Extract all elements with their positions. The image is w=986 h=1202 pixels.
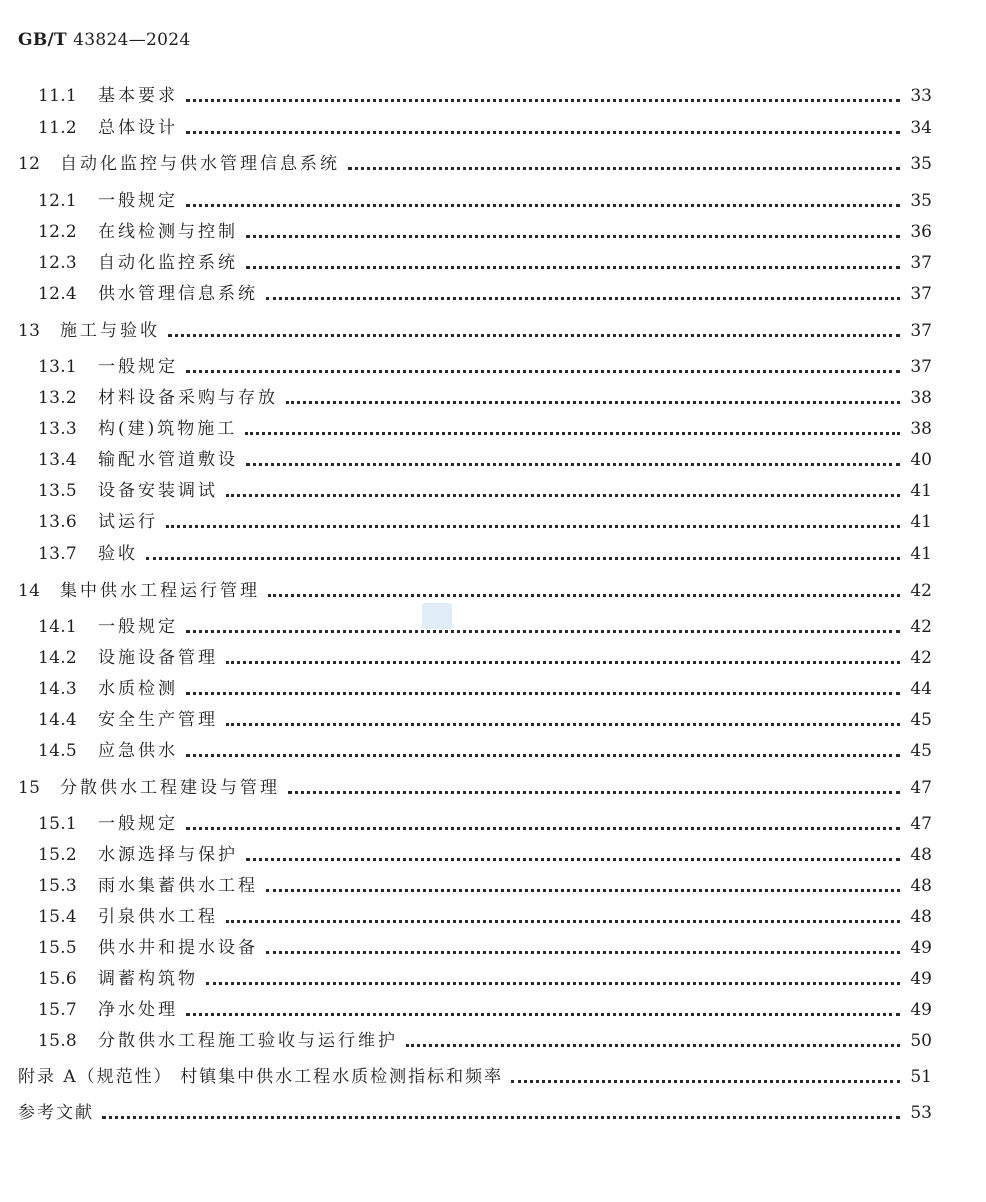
- dot-leader: [186, 630, 900, 633]
- dot-leader: [146, 557, 900, 560]
- toc-entry-title: 试运行: [98, 512, 158, 532]
- dot-leader: [226, 723, 900, 726]
- toc-entry-page: 47: [910, 814, 932, 834]
- toc-entry-label: [38, 738, 178, 764]
- toc-entry-page: 50: [910, 1031, 932, 1051]
- toc-entry-page: 40: [910, 450, 932, 470]
- toc-entry-title: 应急供水: [98, 741, 178, 761]
- toc-entry-title: 一般规定: [98, 814, 178, 834]
- toc-entry[interactable]: [18, 1064, 932, 1090]
- toc-entry-number: 12.4: [38, 284, 78, 304]
- dot-leader: [246, 463, 900, 466]
- toc-entry-page: 48: [910, 845, 932, 865]
- toc-entry-title: 一般规定: [98, 191, 178, 211]
- toc-entry-number: 13.2: [38, 388, 78, 408]
- toc-entry-label: [38, 354, 178, 380]
- toc-entry-page: 48: [910, 907, 932, 927]
- dot-leader: [102, 1116, 900, 1119]
- toc-entry-title: 设备安装调试: [98, 481, 218, 501]
- toc-entry-label: [38, 935, 258, 961]
- dot-leader: [226, 661, 900, 664]
- toc-entry-page: 41: [910, 512, 932, 532]
- dot-leader: [268, 594, 900, 597]
- toc-entry[interactable]: [38, 614, 932, 640]
- toc-entry-label: [38, 478, 218, 504]
- toc-entry-number: 15.3: [38, 876, 78, 896]
- toc-entry-label: [38, 83, 178, 109]
- dot-leader: [226, 920, 900, 923]
- dot-leader: [246, 858, 900, 861]
- standard-number: 43824—2024: [73, 30, 191, 50]
- toc-entry[interactable]: [38, 707, 932, 733]
- toc-entry-label: [38, 904, 218, 930]
- toc-entry-title: 分散供水工程建设与管理: [60, 778, 280, 798]
- toc-entry[interactable]: [38, 509, 932, 535]
- dot-leader: [166, 525, 900, 528]
- toc-entry-number: 13.7: [38, 544, 78, 564]
- toc-entry-number: 11.1: [38, 86, 78, 106]
- toc-entry-page: 48: [910, 876, 932, 896]
- toc-entry-label: [38, 541, 138, 567]
- standard-prefix: GB/T: [18, 30, 67, 50]
- toc-entry-label: [18, 775, 280, 801]
- toc-entry-page: 37: [910, 253, 932, 273]
- toc-entry-label: [38, 645, 218, 671]
- toc-entry[interactable]: [18, 775, 932, 801]
- toc-entry-label: [38, 281, 258, 307]
- toc-entry-label: [38, 509, 158, 535]
- toc-entry[interactable]: [18, 318, 932, 344]
- toc-entry-label: [18, 1100, 94, 1126]
- toc-entry-title: 总体设计: [98, 118, 178, 138]
- toc-entry-number: 11.2: [38, 118, 78, 138]
- toc-entry[interactable]: [38, 541, 932, 567]
- toc-entry-number: 14.5: [38, 741, 78, 761]
- toc-entry-page: 41: [910, 481, 932, 501]
- toc-entry-label: [38, 614, 178, 640]
- dot-leader: [186, 204, 900, 207]
- toc-entry-number: 14.4: [38, 710, 78, 730]
- dot-leader: [206, 982, 900, 985]
- toc-entry-page: 37: [910, 284, 932, 304]
- toc-entry-page: 35: [910, 154, 932, 174]
- toc-entry-number: 12.3: [38, 253, 78, 273]
- toc-entry[interactable]: [38, 904, 932, 930]
- toc-entry[interactable]: [38, 281, 932, 307]
- toc-entry-page: 35: [910, 191, 932, 211]
- toc-entry-label: [18, 1064, 503, 1090]
- toc-entry[interactable]: [38, 416, 932, 442]
- toc-entry-title: 调蓄构筑物: [98, 969, 198, 989]
- toc-entry-page: 37: [910, 321, 932, 341]
- toc-entry-title: 集中供水工程运行管理: [60, 581, 260, 601]
- toc-entry-title: 一般规定: [98, 357, 178, 377]
- toc-entry-number: 13.4: [38, 450, 78, 470]
- dot-leader: [286, 401, 900, 404]
- toc-entry-title: 附录 A（规范性） 村镇集中供水工程水质检测指标和频率: [18, 1067, 504, 1087]
- toc-entry-label: [38, 1028, 398, 1054]
- toc-entry-page: 41: [910, 544, 932, 564]
- toc-entry[interactable]: [38, 738, 932, 764]
- toc-entry-number: 12.2: [38, 222, 78, 242]
- toc-entry-page: 47: [910, 778, 932, 798]
- toc-entry-title: 供水井和提水设备: [98, 938, 258, 958]
- toc-entry-label: [18, 151, 340, 177]
- toc-entry-label: [38, 416, 237, 442]
- toc-entry-page: 42: [910, 581, 932, 601]
- toc-entry-title: 安全生产管理: [98, 710, 218, 730]
- dot-leader: [266, 297, 900, 300]
- toc-entry-title: 引泉供水工程: [98, 907, 218, 927]
- toc-entry[interactable]: [38, 935, 932, 961]
- toc-entry-page: 38: [910, 419, 932, 439]
- toc-entry-label: [38, 811, 178, 837]
- toc-entry-title: 施工与验收: [60, 321, 160, 341]
- toc-entry[interactable]: [18, 1100, 932, 1126]
- dot-leader: [245, 432, 900, 435]
- toc-entry-label: [38, 842, 238, 868]
- toc-entry-label: [38, 115, 178, 141]
- toc-entry-number: 14: [18, 581, 41, 601]
- toc-entry[interactable]: [38, 676, 932, 702]
- toc-entry-number: 13.3: [38, 419, 78, 439]
- dot-leader: [168, 334, 900, 337]
- toc-entry-label: [38, 250, 238, 276]
- dot-leader: [226, 494, 900, 497]
- dot-leader: [288, 791, 900, 794]
- toc-entry[interactable]: [38, 219, 932, 245]
- toc-entry-number: 13.6: [38, 512, 78, 532]
- dot-leader: [266, 951, 900, 954]
- toc-entry-page: 34: [910, 118, 932, 138]
- toc-entry-page: 37: [910, 357, 932, 377]
- toc-entry-page: 49: [910, 969, 932, 989]
- toc-entry-page: 45: [910, 741, 932, 761]
- dot-leader: [186, 754, 900, 757]
- toc-entry-title: 水源选择与保护: [98, 845, 238, 865]
- toc-entry[interactable]: [18, 151, 932, 177]
- toc-entry-label: [38, 676, 178, 702]
- toc-entry-number: 15.5: [38, 938, 78, 958]
- toc-entry[interactable]: [38, 811, 932, 837]
- dot-leader: [186, 692, 900, 695]
- toc-entry-title: 净水处理: [98, 1000, 178, 1020]
- toc-entry[interactable]: [38, 478, 932, 504]
- toc-entry-page: 53: [910, 1103, 932, 1123]
- dot-leader: [246, 266, 900, 269]
- toc-entry-number: 13: [18, 321, 41, 341]
- toc-entry-number: 13.1: [38, 357, 78, 377]
- toc-entry-title: 自动化监控系统: [98, 253, 238, 273]
- toc-entry-page: 42: [910, 648, 932, 668]
- toc-entry[interactable]: [38, 447, 932, 473]
- document-header: [18, 30, 191, 50]
- toc-entry-title: 验收: [98, 544, 138, 564]
- dot-leader: [348, 167, 900, 170]
- toc-entry[interactable]: [18, 578, 932, 604]
- toc-entry[interactable]: [38, 115, 932, 141]
- toc-entry-label: [38, 188, 178, 214]
- toc-entry-label: [38, 966, 198, 992]
- toc-entry[interactable]: [38, 83, 932, 109]
- toc-entry-title: 设施设备管理: [98, 648, 218, 668]
- toc-entry-page: 44: [910, 679, 932, 699]
- toc-entry-number: 15.6: [38, 969, 78, 989]
- toc-entry-number: 15.8: [38, 1031, 78, 1051]
- toc-entry-page: 33: [910, 86, 932, 106]
- toc-entry-label: [38, 385, 278, 411]
- toc-entry-number: 15: [18, 778, 41, 798]
- toc-entry-page: 45: [910, 710, 932, 730]
- toc-entry-number: 13.5: [38, 481, 78, 501]
- toc-entry[interactable]: [38, 188, 932, 214]
- dot-leader: [186, 131, 900, 134]
- toc-entry-number: 14.3: [38, 679, 78, 699]
- dot-leader: [406, 1044, 900, 1047]
- toc-entry-title: 构(建)筑物施工: [98, 419, 238, 439]
- toc-entry-title: 自动化监控与供水管理信息系统: [60, 154, 340, 174]
- dot-leader: [511, 1080, 900, 1083]
- toc-entry-title: 雨水集蓄供水工程: [98, 876, 258, 896]
- dot-leader: [246, 235, 900, 238]
- toc-entry-title: 一般规定: [98, 617, 178, 637]
- toc-entry-title: 供水管理信息系统: [98, 284, 258, 304]
- dot-leader: [186, 370, 900, 373]
- toc-entry-label: [38, 219, 238, 245]
- toc-entry-label: [38, 447, 238, 473]
- toc-entry[interactable]: [38, 997, 932, 1023]
- toc-entry-number: 14.2: [38, 648, 78, 668]
- toc-entry-title: 输配水管道敷设: [98, 450, 238, 470]
- toc-entry-title: 材料设备采购与存放: [98, 388, 278, 408]
- toc-entry-title: 分散供水工程施工验收与运行维护: [98, 1031, 398, 1051]
- toc-entry-page: 38: [910, 388, 932, 408]
- toc-entry-number: 12.1: [38, 191, 78, 211]
- toc-entry-label: [18, 578, 260, 604]
- toc-entry-page: 49: [910, 1000, 932, 1020]
- toc-entry[interactable]: [38, 250, 932, 276]
- toc-entry-label: [38, 997, 178, 1023]
- toc-entry-title: 在线检测与控制: [98, 222, 238, 242]
- toc-entry-number: 15.4: [38, 907, 78, 927]
- toc-entry-number: 14.1: [38, 617, 78, 637]
- dot-leader: [186, 99, 900, 102]
- dot-leader: [186, 1013, 900, 1016]
- toc-entry-number: 15.7: [38, 1000, 78, 1020]
- toc-entry-page: 49: [910, 938, 932, 958]
- toc-entry-label: [38, 873, 258, 899]
- toc-entry-title: 参考文献: [18, 1103, 94, 1123]
- dot-leader: [186, 827, 900, 830]
- toc-entry-page: 36: [910, 222, 932, 242]
- toc-entry-label: [38, 707, 218, 733]
- toc-entry-title: 基本要求: [98, 86, 178, 106]
- toc-entry-page: 42: [910, 617, 932, 637]
- toc-entry[interactable]: [38, 385, 932, 411]
- toc-entry-number: 15.2: [38, 845, 78, 865]
- toc-entry[interactable]: [38, 1028, 932, 1054]
- toc-entry-label: [18, 318, 160, 344]
- toc-entry[interactable]: [38, 354, 932, 380]
- toc-entry[interactable]: [38, 966, 932, 992]
- toc-entry-number: 12: [18, 154, 41, 174]
- toc-entry-title: 水质检测: [98, 679, 178, 699]
- toc-entry[interactable]: [38, 873, 932, 899]
- toc-entry[interactable]: [38, 645, 932, 671]
- toc-entry-page: 51: [910, 1067, 932, 1087]
- dot-leader: [266, 889, 900, 892]
- toc-entry[interactable]: [38, 842, 932, 868]
- toc-entry-number: 15.1: [38, 814, 78, 834]
